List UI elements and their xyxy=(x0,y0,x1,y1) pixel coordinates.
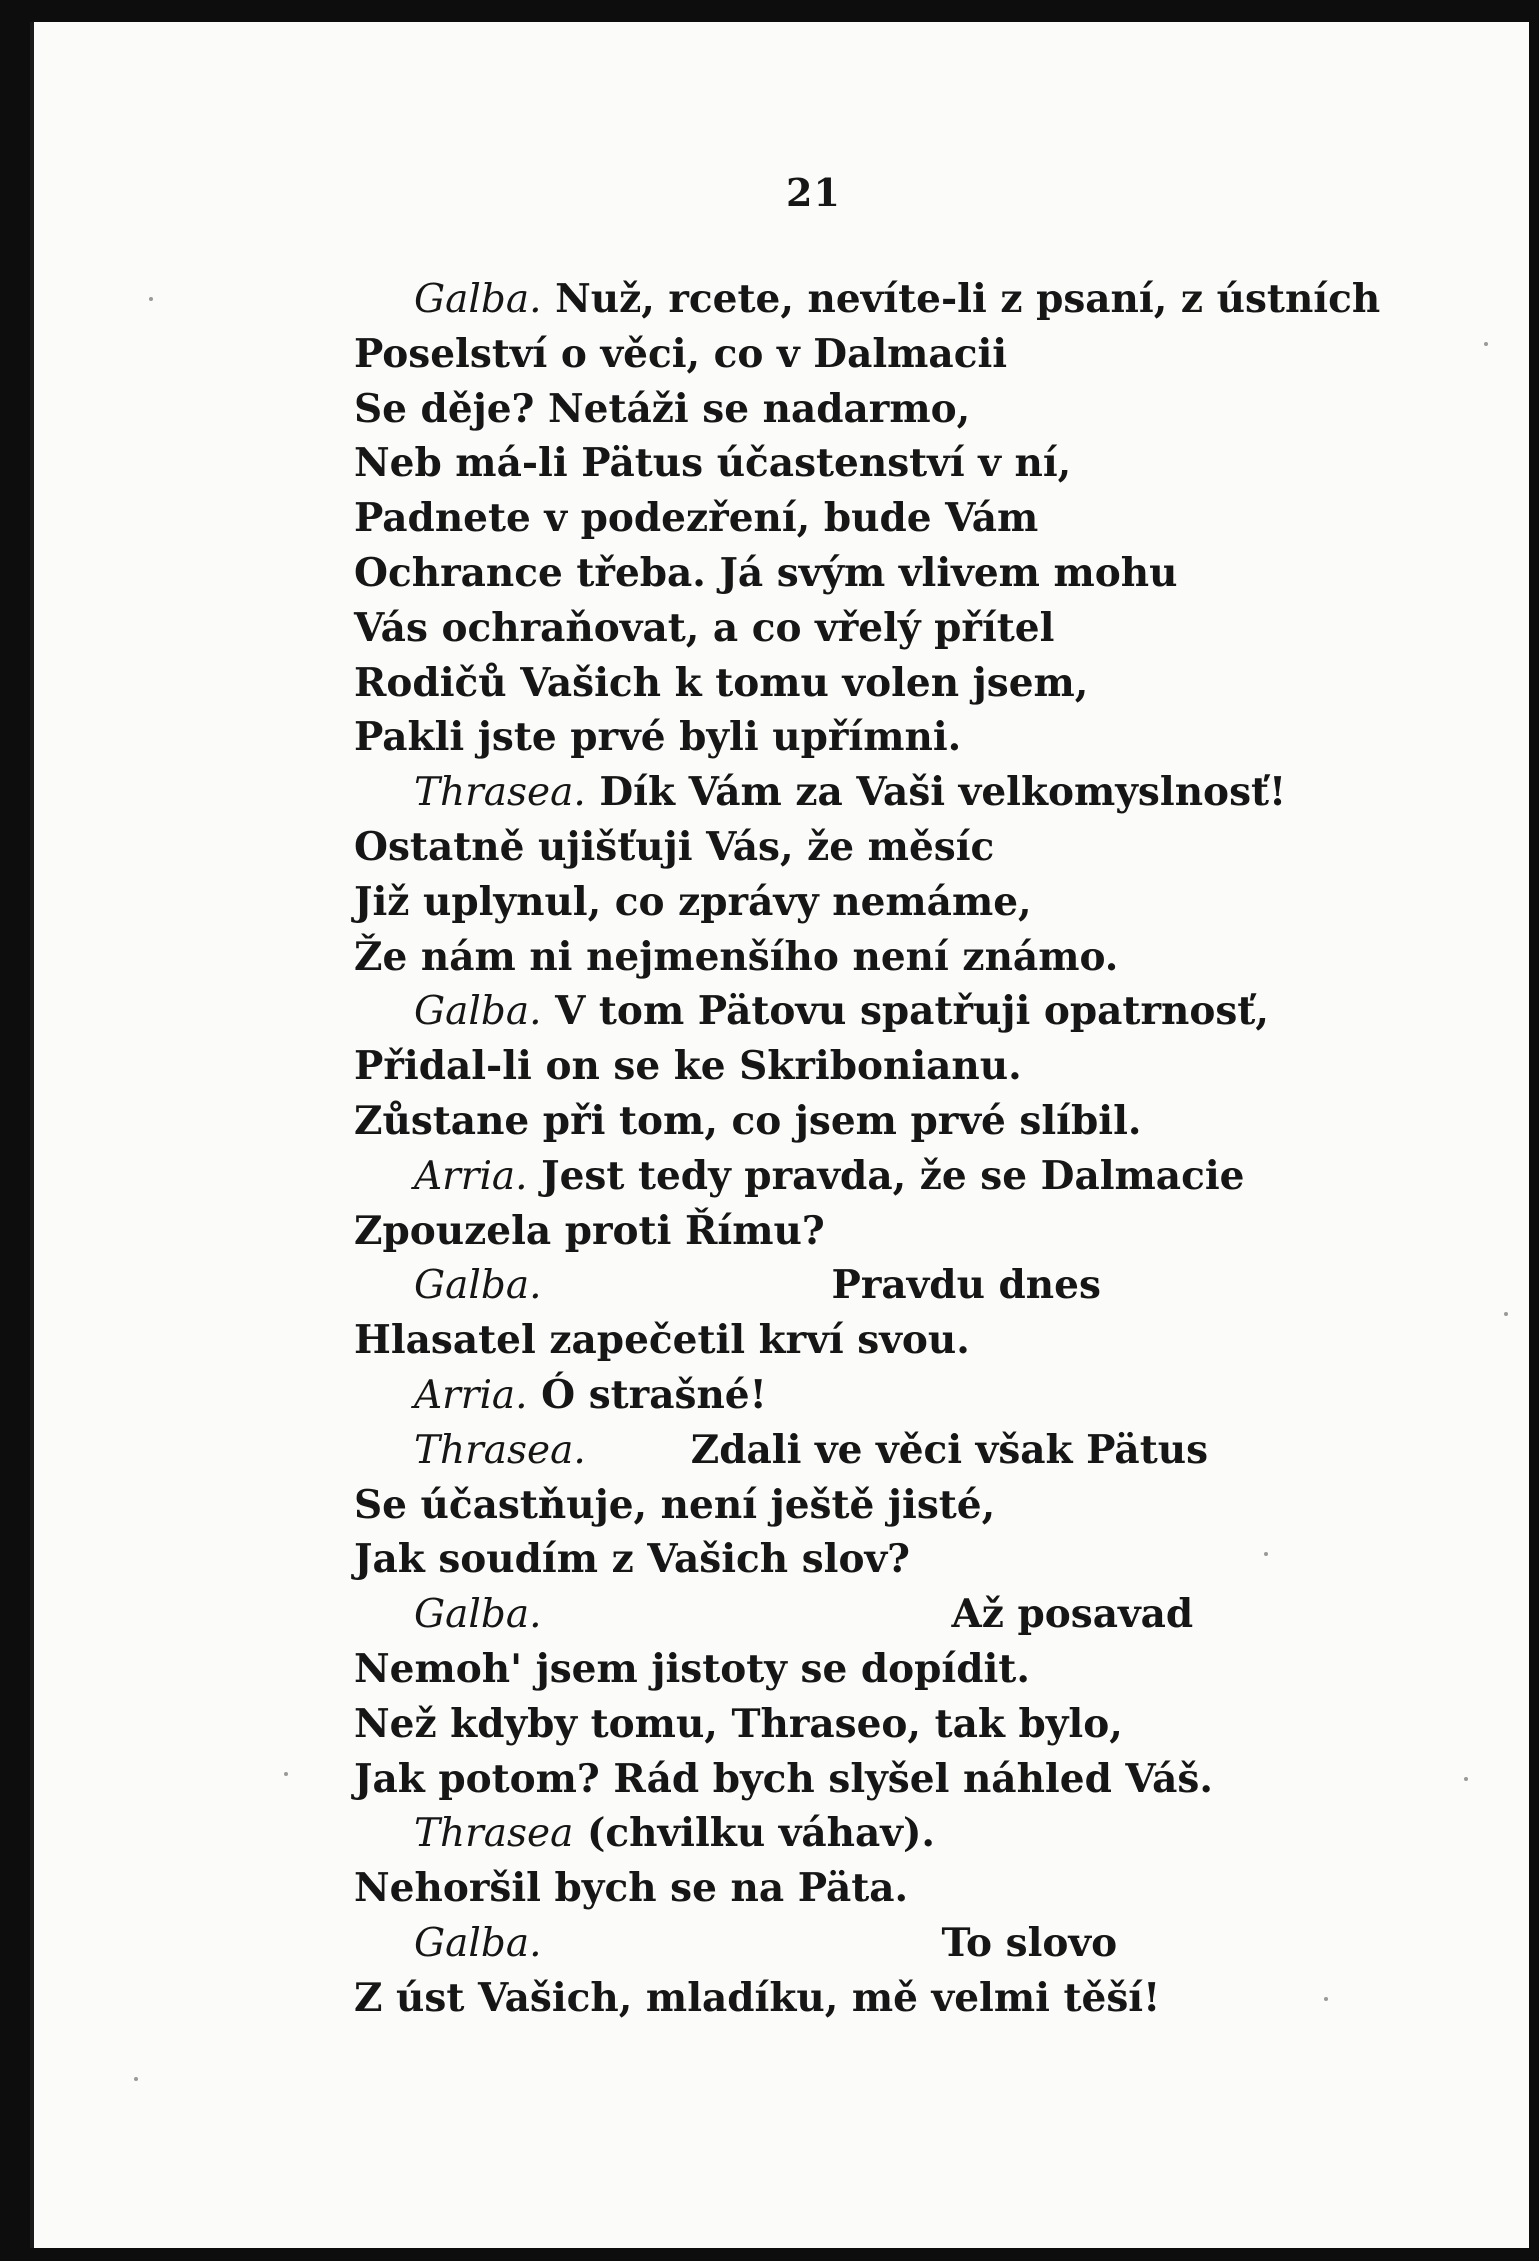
line-text: Z úst Vašich, mladíku, mě velmi těší! xyxy=(354,1974,1161,2021)
verse-line xyxy=(354,710,1504,765)
verse-line xyxy=(354,1149,1504,1204)
scan-speck xyxy=(1484,342,1488,346)
verse-line xyxy=(354,1752,1504,1807)
line-text: Zpouzela proti Římu? xyxy=(354,1207,825,1254)
verse-line xyxy=(354,1039,1504,1094)
book-page xyxy=(30,22,1529,2248)
line-text: Rodičů Vašich k tomu volen jsem, xyxy=(354,659,1089,706)
speaker-name: Thrasea xyxy=(414,1811,574,1857)
line-text: To slovo xyxy=(941,1919,1118,1966)
scan-speck xyxy=(1504,1312,1508,1316)
line-text: Zdali ve věci však Pätus xyxy=(690,1426,1209,1473)
verse-line xyxy=(354,1806,1504,1861)
line-text: Ó strašné! xyxy=(527,1371,767,1418)
line-text: V tom Pätovu spatřuji opatrnosť, xyxy=(541,988,1269,1035)
verse-line xyxy=(354,656,1504,711)
verse-line xyxy=(354,1423,1504,1478)
speaker-name: Galba. xyxy=(414,1920,542,1966)
line-text: Pravdu dnes xyxy=(831,1262,1101,1309)
line-text: Nemoh' jsem jistoty se dopídit. xyxy=(354,1645,1030,1692)
verse-line xyxy=(354,546,1504,601)
line-text: Nehoršil bych se na Päta. xyxy=(354,1865,909,1912)
line-text: Neb má-li Pätus účastenství v ní, xyxy=(354,440,1072,487)
verse-line xyxy=(354,327,1504,382)
line-text: Až posavad xyxy=(951,1591,1194,1638)
speaker-name: Galba. xyxy=(414,277,542,322)
line-text: Ostatně ujišťuji Vás, že měsíc xyxy=(354,823,995,870)
scan-speck xyxy=(1264,1552,1268,1556)
line-text: Než kdyby tomu, Thraseo, tak bylo, xyxy=(354,1700,1123,1747)
line-text: Vás ochraňovat, a co vřelý přítel xyxy=(354,604,1055,651)
line-text: Zůstane při tom, co jsem prvé slíbil. xyxy=(354,1097,1142,1144)
page-number: 21 xyxy=(786,170,841,215)
verse-line xyxy=(354,1697,1504,1752)
scan-speck xyxy=(1324,1997,1328,2001)
speaker-name: Arria. xyxy=(414,1372,528,1418)
verse-line xyxy=(354,1313,1504,1368)
verse-line xyxy=(354,1861,1504,1916)
line-text: Jak soudím z Vašich slov? xyxy=(354,1536,910,1583)
line-text: Přidal-li on se ke Skribonianu. xyxy=(354,1043,1022,1090)
verse-line xyxy=(354,1094,1504,1149)
line-text: Jest tedy pravda, že se Dalmacie xyxy=(527,1152,1245,1199)
verse-line xyxy=(354,382,1504,437)
verse-line xyxy=(354,272,1504,327)
line-text: Poselství o věci, co v Dalmacii xyxy=(354,330,1008,377)
verse-line xyxy=(354,1587,1504,1642)
verse-line xyxy=(354,436,1504,491)
line-text: Ochrance třeba. Já svým vlivem mohu xyxy=(354,549,1178,596)
speaker-name: Galba. xyxy=(414,989,542,1035)
scan-speck xyxy=(149,297,153,301)
verse-line xyxy=(354,1478,1504,1533)
line-text: Se účastňuje, není ještě jisté, xyxy=(354,1481,996,1528)
line-text: Se děje? Netáži se nadarmo, xyxy=(354,385,971,432)
speaker-name: Arria. xyxy=(414,1153,528,1199)
verse-line xyxy=(354,1368,1504,1423)
verse-line xyxy=(354,601,1504,656)
verse-line xyxy=(354,765,1504,820)
speaker-name: Thrasea. xyxy=(414,770,586,816)
verse-line xyxy=(354,1258,1504,1313)
verse-line xyxy=(354,930,1504,985)
speaker-name: Galba. xyxy=(414,1592,542,1638)
verse-line xyxy=(354,820,1504,875)
speaker-name: Galba. xyxy=(414,1263,542,1309)
line-text: Že nám ni nejmenšího není známo. xyxy=(354,933,1119,980)
line-text: Dík Vám za Vaši velkomyslnosť! xyxy=(585,769,1287,816)
verse-line xyxy=(354,1532,1504,1587)
line-text: Jak potom? Rád bych slyšel náhled Váš. xyxy=(354,1755,1213,1802)
scan-speck xyxy=(1464,1777,1468,1781)
line-text: Již uplynul, co zprávy nemáme, xyxy=(354,878,1032,925)
verse-line xyxy=(354,1971,1504,2026)
speaker-name: Thrasea. xyxy=(414,1427,586,1473)
verse-line xyxy=(354,1916,1504,1971)
scan-speck xyxy=(134,2077,138,2081)
line-text: Pakli jste prvé byli upřímni. xyxy=(354,714,962,761)
line-text: (chvilku váhav). xyxy=(573,1810,936,1857)
verse-line xyxy=(354,1204,1504,1259)
verse-line xyxy=(354,1642,1504,1697)
verse-line xyxy=(354,984,1504,1039)
verse-line xyxy=(354,491,1504,546)
verse-dialogue xyxy=(354,272,1504,2026)
scan-speck xyxy=(284,1772,288,1776)
line-text: Padnete v podezření, bude Vám xyxy=(354,495,1039,542)
line-text: Nuž, rcete, nevíte-li z psaní, z ústních xyxy=(541,276,1381,322)
line-text: Hlasatel zapečetil krví svou. xyxy=(354,1317,970,1364)
verse-line xyxy=(354,875,1504,930)
